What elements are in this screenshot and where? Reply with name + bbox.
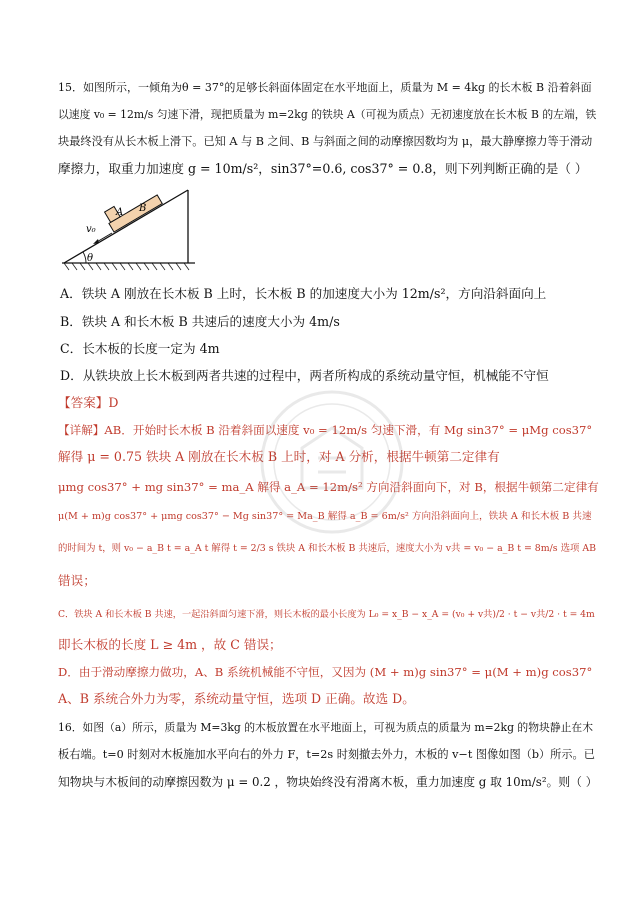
explanation-line-1: 【详解】AB．开始时长木板 B 沿着斜面以速度 v₀ = 12m/s 匀速下滑，有 Mg sin37° = μMg cos37° [58, 423, 593, 437]
q15-line-1: 15．如图所示，一倾角为θ = 37°的足够长斜面体固定在水平地面上，质量为 M = 4kg 的长木板 B 沿着斜面 [58, 81, 592, 94]
explanation-line-10: A、B 系统合外力为零，系统动量守恒，选项 D 正确。故选 D。 [58, 691, 415, 706]
q15-line-2: 以速度 v₀ = 12m/s 匀速下滑，现把质量为 m=2kg 的铁块 A（可视为质点）无初速度放在长木板 B 的左端，铁 [58, 108, 597, 121]
watermark-seal [258, 388, 406, 536]
v0-label: v₀ [86, 224, 96, 235]
incline-surface [64, 190, 188, 263]
explanation-line-3: μmg cos37° + mg sin37° = ma_A 解得 a_A = 12m/s² 方向沿斜面向下，对 B，根据牛顿第二定律有 [58, 480, 599, 494]
q16-line-3: 知物块与木板间的动摩擦因数为 μ = 0.2 ，物块始终没有滑离木板，重力加速度 g 取 10m/s²。则（ ） [58, 775, 598, 789]
incline-figure [60, 182, 210, 272]
q15-line-4: 摩擦力，取重力加速度 g = 10m/s²，sin37°=0.6, cos37° = 0.8，则下列判断正确的是（ ） [58, 161, 588, 176]
option-b: B．铁块 A 和长木板 B 共速后的速度大小为 4m/s [60, 314, 340, 329]
explanation-line-5: 的时间为 t，则 v₀ − a_B t = a_A t 解得 t = 2/3 s 铁块 A 和长木板 B 共速后，速度大小为 v共 = v₀ − a_B t = 8m/s 选项 AB [58, 543, 596, 554]
explanation-line-2: 解得 μ = 0.75 铁块 A 刚放在长木板 B 上时，对 A 分析，根据牛顿第二定律有 [58, 449, 500, 464]
q16-line-2: 板右端。t=0 时刻对木板施加水平向右的外力 F，t=2s 时刻撤去外力，木板的 v−t 图像如图（b）所示。已 [58, 748, 595, 761]
answer-label: 【答案】D [58, 395, 119, 410]
board-b-label: B [139, 203, 147, 214]
angle-arc [83, 252, 86, 263]
ground-hatching [64, 263, 189, 270]
explanation-line-7: C．铁块 A 和长木板 B 共速，一起沿斜面匀速下滑，则长木板的最小长度为 L₀ = x_B − x_A = (v₀ + v共)/2 · t − v共/2 · t = 4m [58, 609, 595, 620]
explanation-line-8: 即长木板的长度 L ≥ 4m ，故 C 错误； [58, 637, 282, 652]
q16-line-1: 16．如图（a）所示，质量为 M=3kg 的木板放置在水平地面上，可视为质点的质量为 m=2kg 的物块静止在木 [58, 721, 594, 734]
explanation-line-6: 错误； [58, 573, 96, 588]
option-c: C．长木板的长度一定为 4m [60, 341, 220, 356]
explanation-line-4: μ(M + m)g cos37° + μmg cos37° − Mg sin37° = Ma_B 解得 a_B = 6m/s² 方向沿斜面向上，铁块 A 和长木板 B 共速 [58, 511, 592, 522]
option-d: D．从铁块放上长木板到两者共速的过程中，两者所构成的系统动量守恒，机械能不守恒 [60, 368, 549, 383]
theta-label: θ [87, 253, 94, 264]
option-a: A．铁块 A 刚放在长木板 B 上时，长木板 B 的加速度大小为 12m/s²，方向沿斜面向上 [60, 286, 547, 301]
q15-line-3: 块最终没有从长木板上滑下。已知 A 与 B 之间、B 与斜面之间的动摩擦因数均为 μ，最大静摩擦力等于滑动 [58, 135, 593, 148]
explanation-line-9: D．由于滑动摩擦力做功，A、B 系统机械能不守恒，又因为 (M + m)g sin37° = μ(M + m)g cos37° [58, 665, 593, 679]
block-a-label: A [116, 207, 124, 218]
